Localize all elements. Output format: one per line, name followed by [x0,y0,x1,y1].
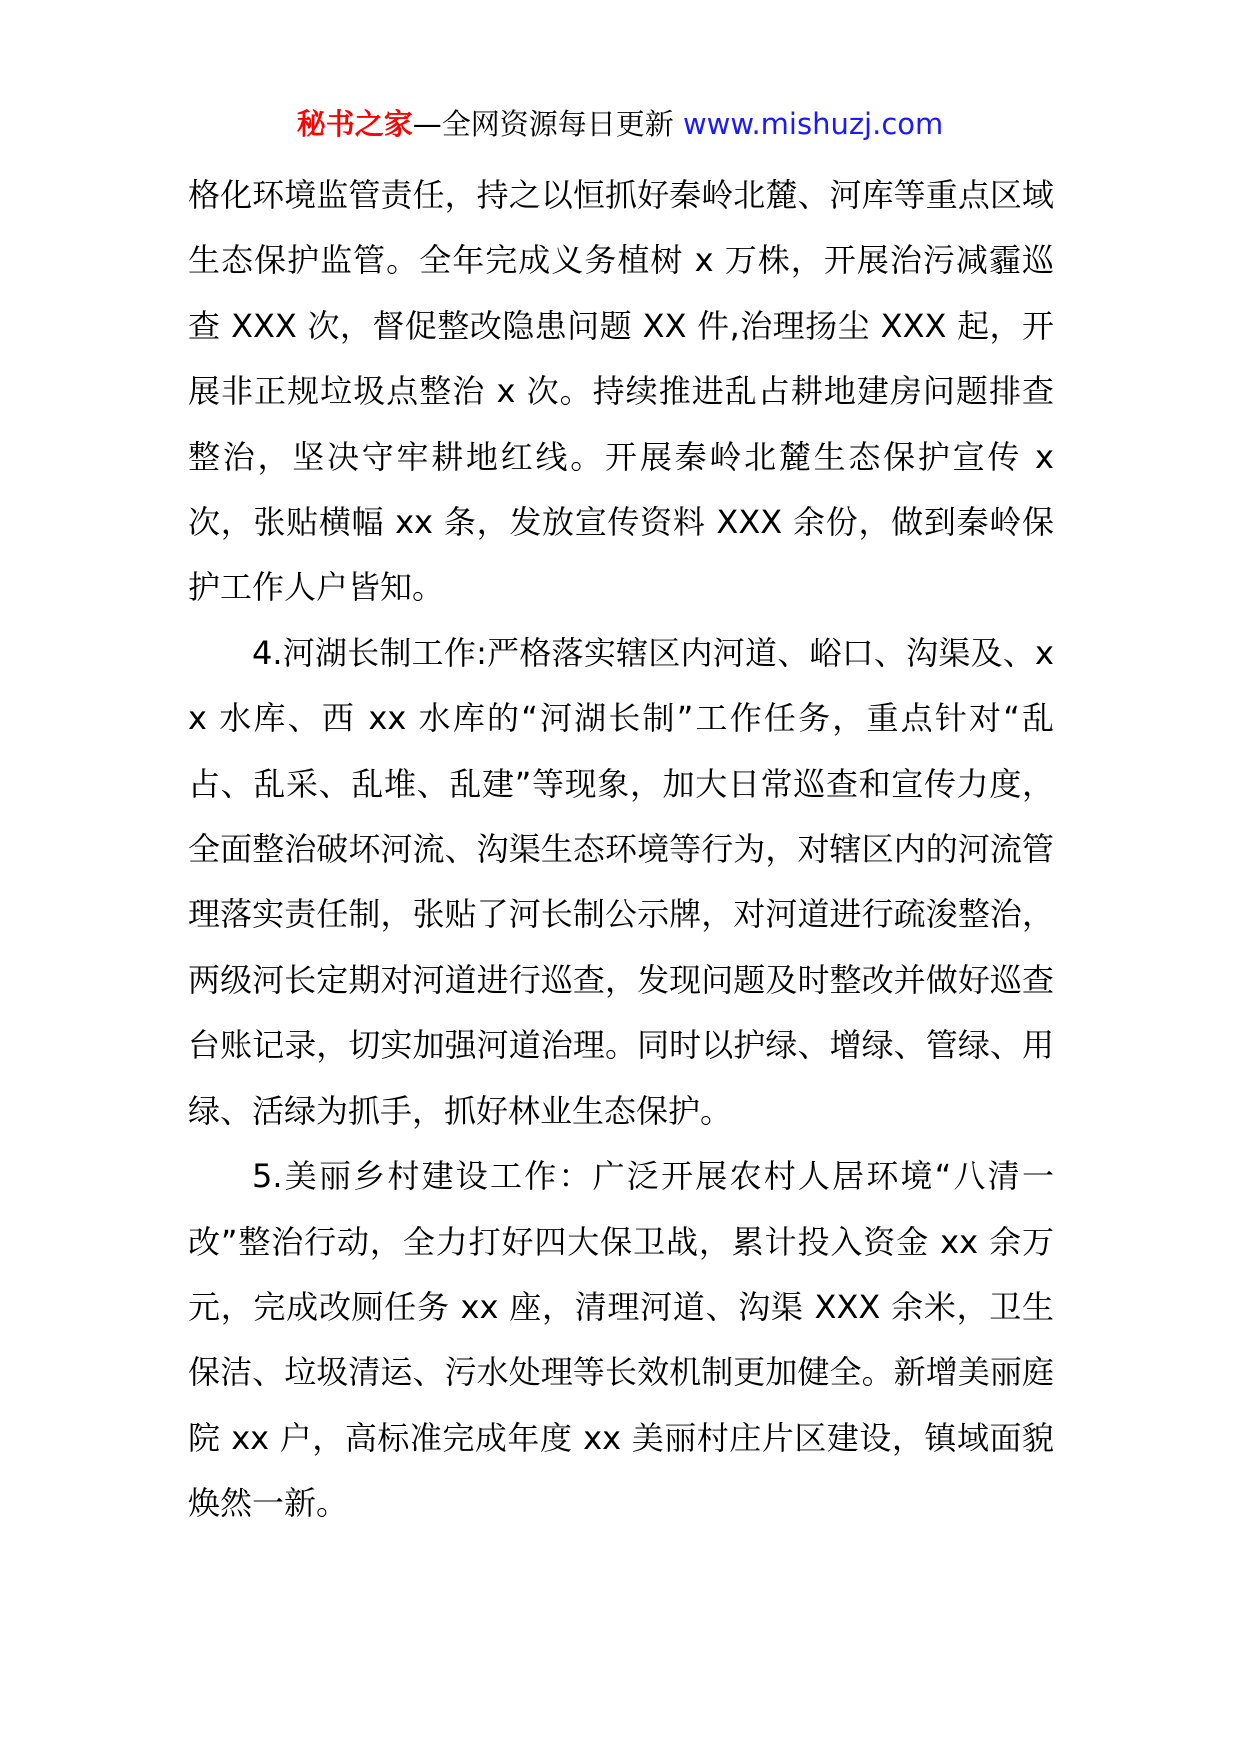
document-body [188,163,1054,1537]
paragraph-river-lake-chief: 4.河湖长制工作:严格落实辖区内河道、峪口、沟渠及、xx 水库、西 xx 水库的“河湖长制”工作任务，重点针对“乱占、乱采、乱堆、乱建”等现象，加大日常巡查和宣传力度，全面整治破坏河流、沟渠生态环境等行为，对辖区内的河流管理落实责任制，张贴了河长制公示牌，对河道进行疏浚整治，两级河长定期对河道进行巡查，发现问题及时整改并做好巡查台账记录，切实加强河道治理。同时以护绿、增绿、管绿、用绿、活绿为抓手，抓好林业生态保护。 [188,633,1054,1130]
page-header [0,102,1240,146]
header-tagline: —全网资源每日更新 [412,107,674,141]
paragraph-beautiful-village: 5.美丽乡村建设工作：广泛开展农村人居环境“八清一改”整治行动，全力打好四大保卫战，累计投入资金 xx 余万元，完成改厕任务 xx 座，清理河道、沟渠 XXX 余米，卫生保洁、垃圾清运、污水处理等长效机制更加健全。新增美丽庭院 xx 户，高标准完成年度 xx 美丽村庄片区建设，镇域面貌焕然一新。 [188,1157,1054,1523]
header-brand: 秘书之家 [296,107,413,141]
header-url-link[interactable]: www.mishuzj.com [682,107,944,141]
paragraph-continuation: 格化环境监管责任，持之以恒抓好秦岭北麓、河库等重点区域生态保护监管。全年完成义务植树 x 万株，开展治污减霾巡查 XXX 次，督促整改隐患问题 XX 件,治理扬尘 XXX 起，开展非正规垃圾点整治 x 次。持续推进乱占耕地建房问题排查整治，坚决守牢耕地红线。开展秦岭北麓生态保护宣传 x 次，张贴横幅 xx 条，发放宣传资料 XXX 余份，做到秦岭保护工作人户皆知。 [188,176,1054,607]
